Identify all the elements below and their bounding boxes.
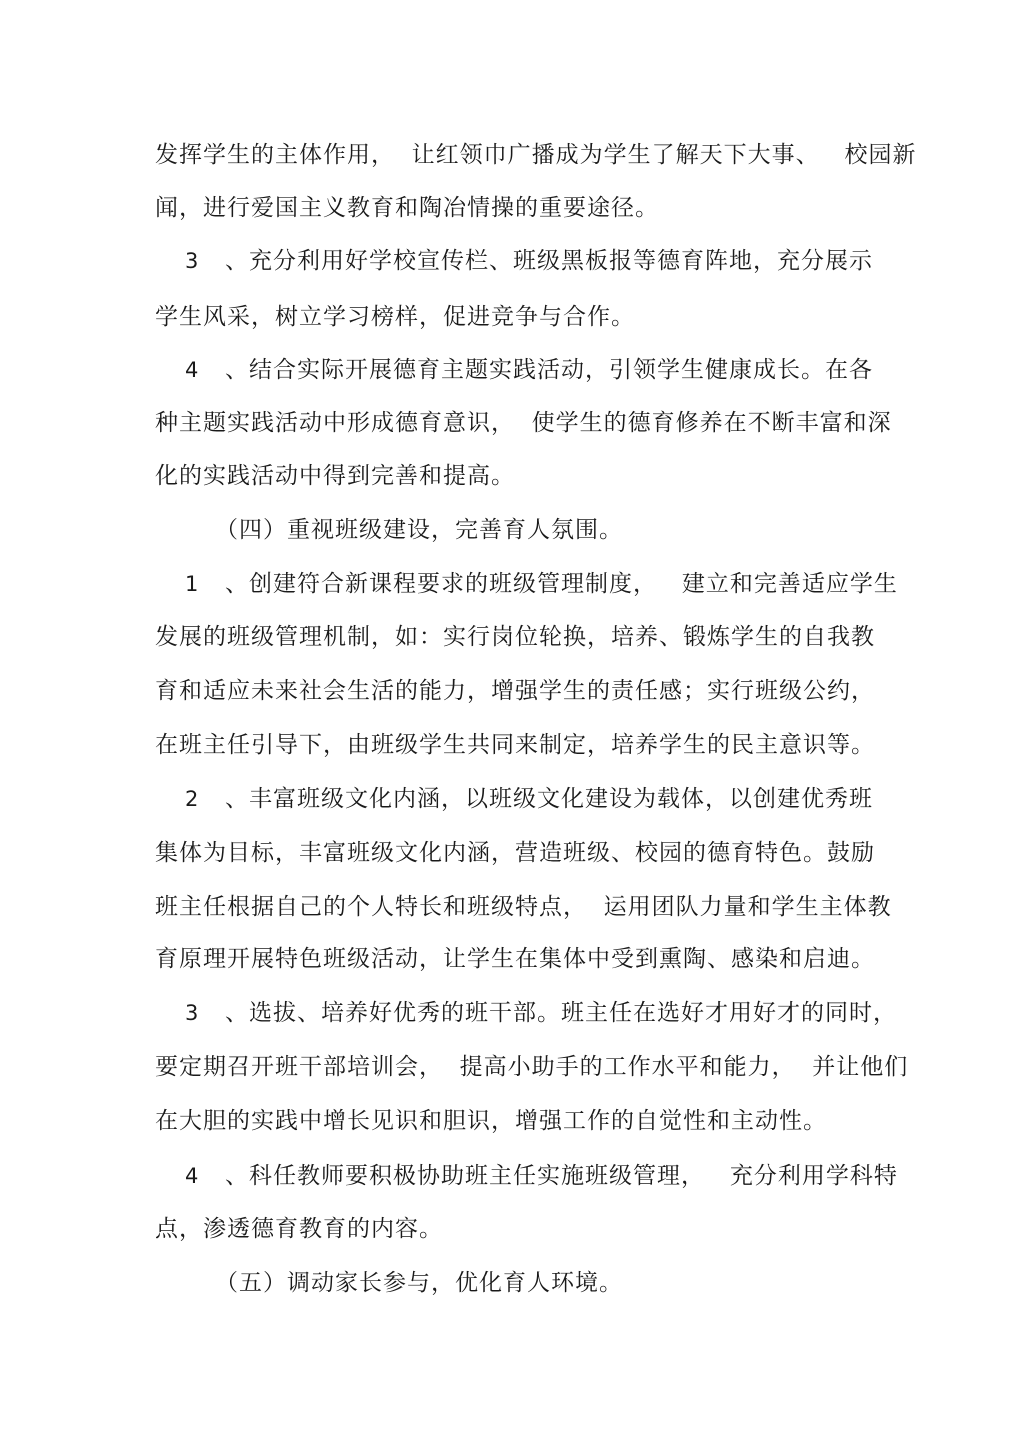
text-line: 、丰富班级文化内涵，以班级文化建设为载体，以创建优秀班 xyxy=(225,786,873,812)
item-number: 3 xyxy=(185,1001,200,1025)
text-line: 点，渗透德育教育的内容。 xyxy=(155,1216,443,1242)
text-line: 育原理开展特色班级活动，让学生在集体中受到熏陶、感染和启迪。 xyxy=(155,946,875,972)
text-line: 、结合实际开展德育主题实践活动，引领学生健康成长。在各 xyxy=(225,357,873,383)
item-number: 3 xyxy=(185,249,200,273)
item-number: 4 xyxy=(185,1164,200,1188)
text-line: 、充分利用好学校宣传栏、班级黑板报等德育阵地，充分展示 xyxy=(225,248,873,274)
text-line: 发展的班级管理机制，如：实行岗位轮换，培养、锻炼学生的自我教 xyxy=(155,624,875,650)
text-line: 闻，进行爱国主义教育和陶冶情操的重要途径。 xyxy=(155,195,659,221)
section-heading: （五）调动家长参与，优化育人环境。 xyxy=(215,1270,623,1296)
item-number: 1 xyxy=(185,572,200,596)
text-line: 学生风采，树立学习榜样，促进竞争与合作。 xyxy=(155,304,635,330)
text-line: 要定期召开班干部培训会， 提高小助手的工作水平和能力， 并让他们 xyxy=(155,1054,909,1080)
text-line: 、选拔、培养好优秀的班干部。班主任在选好才用好才的同时， xyxy=(225,1000,897,1026)
text-line: 、科任教师要积极协助班主任实施班级管理， 充分利用学科特 xyxy=(225,1163,898,1189)
text-line: 发挥学生的主体作用， 让红领巾广播成为学生了解天下大事、 校园新 xyxy=(155,142,917,168)
item-number: 2 xyxy=(185,787,200,811)
text-line: 育和适应未来社会生活的能力，增强学生的责任感；实行班级公约， xyxy=(155,678,875,704)
text-line: 在大胆的实践中增长见识和胆识，增强工作的自觉性和主动性。 xyxy=(155,1108,827,1134)
text-line: 化的实践活动中得到完善和提高。 xyxy=(155,463,515,489)
text-line: 班主任根据自己的个人特长和班级特点， 运用团队力量和学生主体教 xyxy=(155,894,892,920)
text-line: 集体为目标，丰富班级文化内涵，营造班级、校园的德育特色。鼓励 xyxy=(155,840,875,866)
section-heading: （四）重视班级建设，完善育人氛围。 xyxy=(215,517,623,543)
text-line: 在班主任引导下，由班级学生共同来制定，培养学生的民主意识等。 xyxy=(155,732,875,758)
item-number: 4 xyxy=(185,358,200,382)
text-line: 、创建符合新课程要求的班级管理制度， 建立和完善适应学生 xyxy=(225,571,898,597)
text-line: 种主题实践活动中形成德育意识， 使学生的德育修养在不断丰富和深 xyxy=(155,410,892,436)
